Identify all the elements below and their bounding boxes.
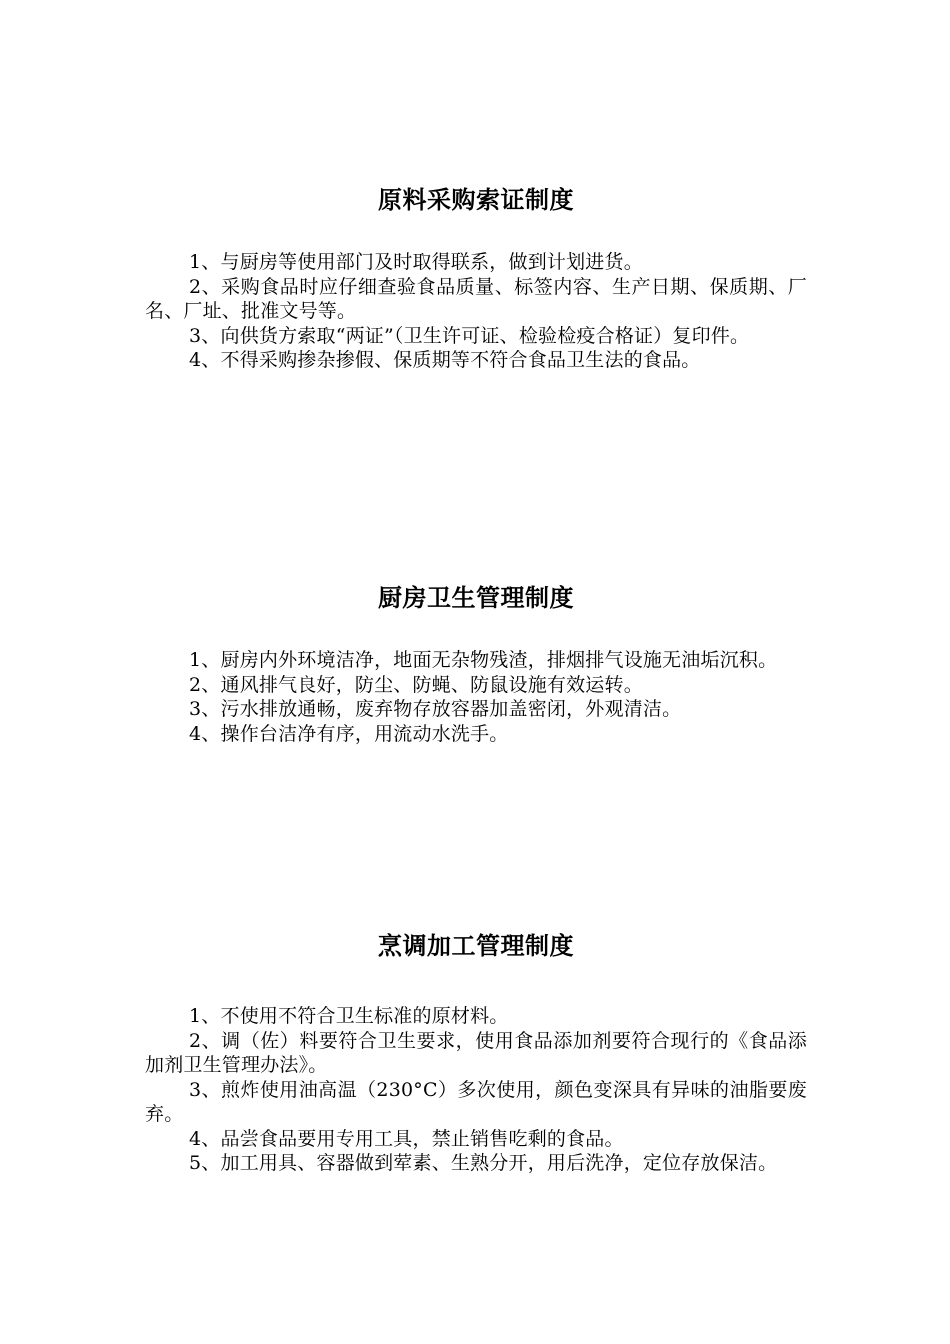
list-item: 1、厨房内外环境洁净，地面无杂物残渣，排烟排气设施无油垢沉积。 <box>189 649 778 671</box>
list-item: 1、与厨房等使用部门及时取得联系，做到计划进货。 <box>189 251 643 273</box>
section-raw-material-procurement <box>145 180 807 373</box>
section-kitchen-hygiene <box>145 578 807 746</box>
section-title: 原料采购索证制度 <box>378 186 574 214</box>
list-item: 3、向供货方索取“两证”（卫生许可证、检验检疫合格证）复印件。 <box>189 324 750 347</box>
list-item: 3、污水排放通畅，废弃物存放容器加盖密闭，外观清洁。 <box>189 698 682 720</box>
list-item: 4、不得采购掺杂掺假、保质期等不符合食品卫生法的食品。 <box>189 349 701 371</box>
section-cooking-processing <box>145 926 807 1176</box>
list-item: 2、调（佐）料要符合卫生要求，使用食品添加剂要符合现行的《食品添加剂卫生管理办法》。 <box>145 1029 807 1076</box>
section-title: 厨房卫生管理制度 <box>378 584 574 612</box>
list-item: 4、操作台洁净有序，用流动水洗手。 <box>189 722 509 745</box>
list-item: 4、品尝食品要用专用工具，禁止销售吃剩的食品。 <box>189 1127 624 1150</box>
list-item: 2、通风排气良好，防尘、防蝇、防鼠设施有效运转。 <box>189 673 643 696</box>
list-item: 2、采购食品时应仔细查验食品质量、标签内容、生产日期、保质期、厂名、厂址、批准文号等。 <box>145 275 807 322</box>
list-item: 3、煎炸使用油高温（230°C）多次使用，颜色变深具有异味的油脂要废弃。 <box>145 1078 807 1125</box>
list-item: 5、加工用具、容器做到荤素、生熟分开，用后洗净，定位存放保洁。 <box>189 1152 778 1174</box>
section-title: 烹调加工管理制度 <box>378 932 574 960</box>
list-item: 1、不使用不符合卫生标准的原材料。 <box>189 1005 509 1027</box>
